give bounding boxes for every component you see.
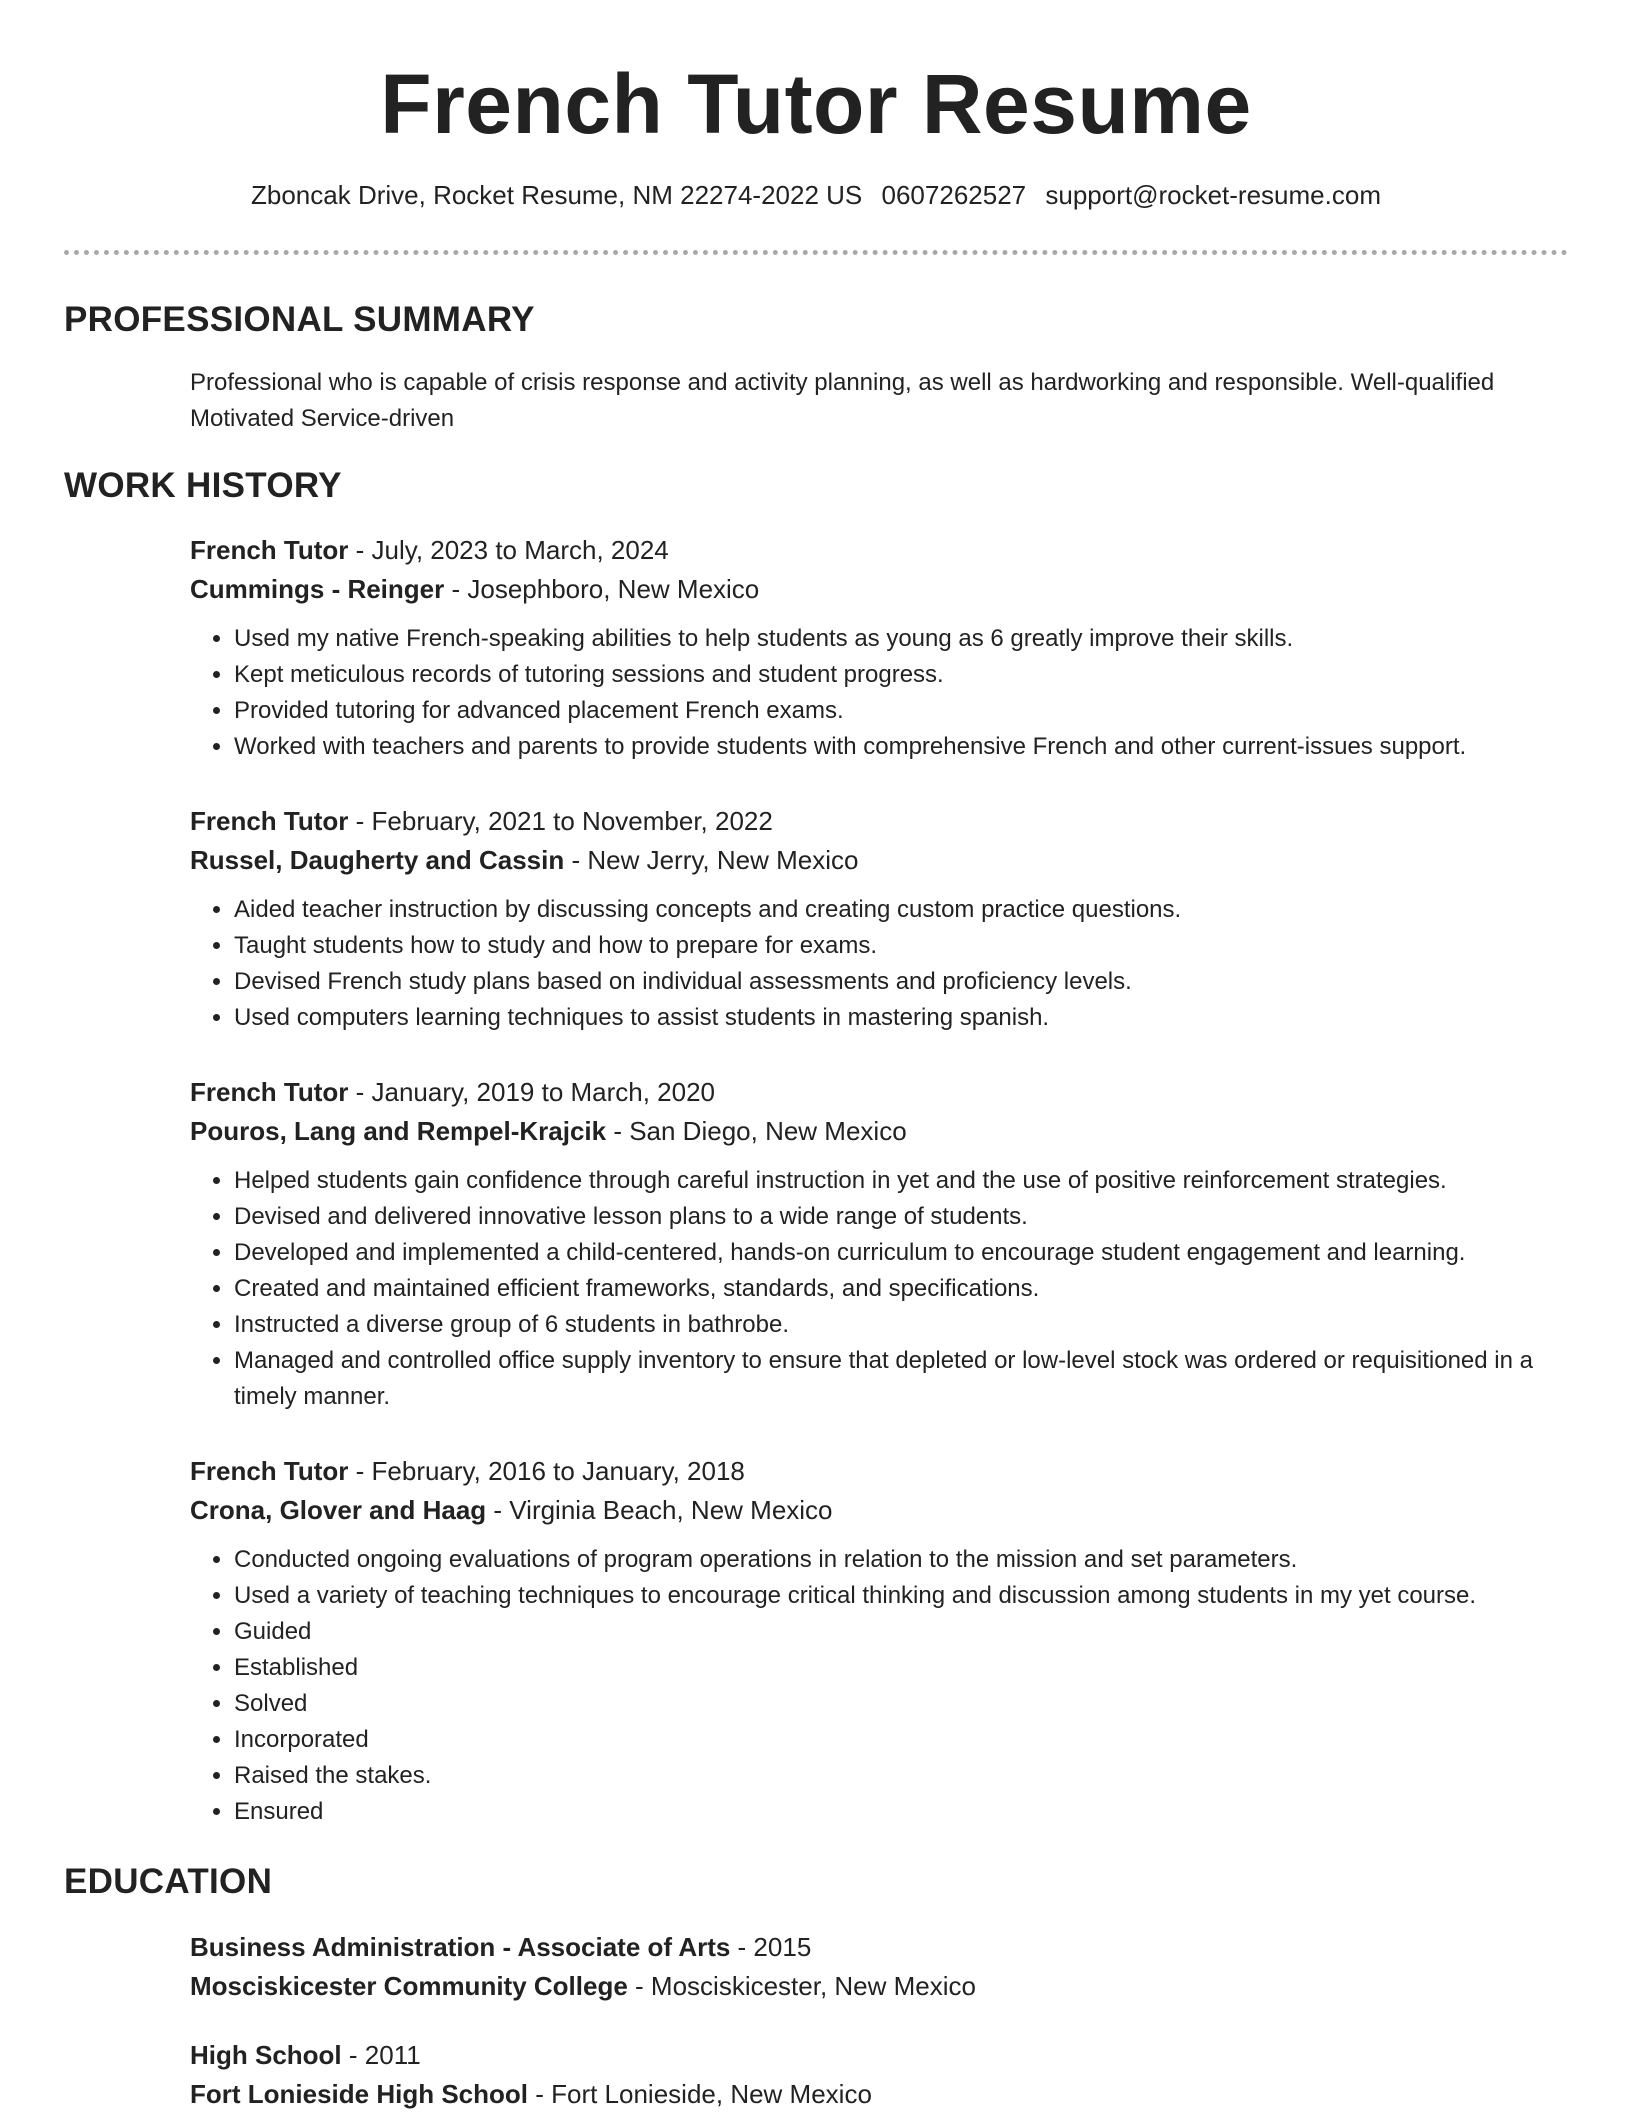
section-title-work-history: WORK HISTORY bbox=[64, 466, 342, 505]
job-company: Pouros, Lang and Rempel-Krajcik bbox=[190, 1116, 607, 1146]
job-entry bbox=[190, 802, 1570, 1036]
list-item: • Provided tutoring for advanced placement French exams. bbox=[234, 693, 1570, 729]
education-entry bbox=[190, 2036, 1570, 2114]
job-dates: - February, 2016 to January, 2018 bbox=[348, 1456, 745, 1486]
contact-email: support@rocket-resume.com bbox=[1045, 180, 1381, 210]
list-item: • Ensured bbox=[234, 1794, 1570, 1830]
job-dates: - July, 2023 to March, 2024 bbox=[348, 535, 669, 565]
list-item: • Created and maintained efficient frameworks, standards, and specifications. bbox=[234, 1271, 1570, 1307]
education-degree: Business Administration - Associate of Arts bbox=[190, 1932, 731, 1962]
education-location: - Mosciskicester, New Mexico bbox=[627, 1971, 976, 2001]
section-title-education: EDUCATION bbox=[64, 1862, 273, 1901]
list-item: • Instructed a diverse group of 6 students in bathrobe. bbox=[234, 1307, 1570, 1343]
job-title: French Tutor bbox=[190, 806, 349, 836]
education-year: - 2015 bbox=[730, 1932, 812, 1962]
list-item: • Raised the stakes. bbox=[234, 1758, 1570, 1794]
education-entry bbox=[190, 1928, 1570, 2006]
job-location: - New Jerry, New Mexico bbox=[564, 845, 859, 875]
job-entry bbox=[190, 1452, 1570, 1830]
contact-line bbox=[0, 180, 1632, 211]
job-location: - Virginia Beach, New Mexico bbox=[486, 1495, 833, 1525]
job-bullets bbox=[190, 892, 1570, 1036]
list-item: • Aided teacher instruction by discussing concepts and creating custom practice questions. bbox=[234, 892, 1570, 928]
list-item: • Managed and controlled office supply inventory to ensure that depleted or low-level stock was ordered or requisitioned in a timely manner. bbox=[234, 1343, 1570, 1415]
job-bullets bbox=[190, 1542, 1570, 1830]
list-item: • Devised French study plans based on individual assessments and proficiency levels. bbox=[234, 964, 1570, 1000]
education-degree: High School bbox=[190, 2040, 342, 2070]
job-location: - Josephboro, New Mexico bbox=[444, 574, 760, 604]
list-item: • Incorporated bbox=[234, 1722, 1570, 1758]
list-item: • Worked with teachers and parents to provide students with comprehensive French and other current-issues support. bbox=[234, 729, 1570, 765]
job-dates: - January, 2019 to March, 2020 bbox=[348, 1077, 716, 1107]
list-item: • Helped students gain confidence through careful instruction in yet and the use of positive reinforcement strategies. bbox=[234, 1163, 1570, 1199]
list-item: • Devised and delivered innovative lesson plans to a wide range of students. bbox=[234, 1199, 1570, 1235]
job-company: Cummings - Reinger bbox=[190, 574, 445, 604]
education-location: - Fort Lonieside, New Mexico bbox=[528, 2079, 872, 2109]
list-item: • Kept meticulous records of tutoring sessions and student progress. bbox=[234, 657, 1570, 693]
job-title: French Tutor bbox=[190, 1456, 349, 1486]
list-item: • Used my native French-speaking abilities to help students as young as 6 greatly improve their skills. bbox=[234, 621, 1570, 657]
job-location: - San Diego, New Mexico bbox=[606, 1116, 907, 1146]
section-title-summary: PROFESSIONAL SUMMARY bbox=[64, 300, 535, 339]
job-company: Russel, Daugherty and Cassin bbox=[190, 845, 565, 875]
job-entry bbox=[190, 531, 1570, 765]
education-school: Fort Lonieside High School bbox=[190, 2079, 528, 2109]
education-school: Mosciskicester Community College bbox=[190, 1971, 628, 2001]
list-item: • Used a variety of teaching techniques to encourage critical thinking and discussion among students in my yet course. bbox=[234, 1578, 1570, 1614]
list-item: • Solved bbox=[234, 1686, 1570, 1722]
contact-address: Zboncak Drive, Rocket Resume, NM 22274-2022 US bbox=[251, 180, 863, 210]
summary-text: Professional who is capable of crisis response and activity planning, as well as hardworking and responsible. Well-qualified Motivated Service-driven bbox=[190, 369, 1495, 432]
job-dates: - February, 2021 to November, 2022 bbox=[348, 806, 773, 836]
list-item: • Guided bbox=[234, 1614, 1570, 1650]
list-item: • Taught students how to study and how to prepare for exams. bbox=[234, 928, 1570, 964]
list-item: • Developed and implemented a child-centered, hands-on curriculum to encourage student engagement and learning. bbox=[234, 1235, 1570, 1271]
contact-phone: 0607262527 bbox=[881, 180, 1027, 210]
job-company: Crona, Glover and Haag bbox=[190, 1495, 487, 1525]
page-title: French Tutor Resume bbox=[380, 57, 1252, 151]
job-bullets bbox=[190, 1163, 1570, 1415]
list-item: • Conducted ongoing evaluations of program operations in relation to the mission and set parameters. bbox=[234, 1542, 1570, 1578]
header-divider bbox=[64, 250, 1568, 255]
job-title: French Tutor bbox=[190, 535, 349, 565]
job-entry bbox=[190, 1073, 1570, 1415]
education-year: - 2011 bbox=[341, 2040, 421, 2070]
list-item: • Used computers learning techniques to assist students in mastering spanish. bbox=[234, 1000, 1570, 1036]
job-bullets bbox=[190, 621, 1570, 765]
list-item: • Established bbox=[234, 1650, 1570, 1686]
job-title: French Tutor bbox=[190, 1077, 349, 1107]
